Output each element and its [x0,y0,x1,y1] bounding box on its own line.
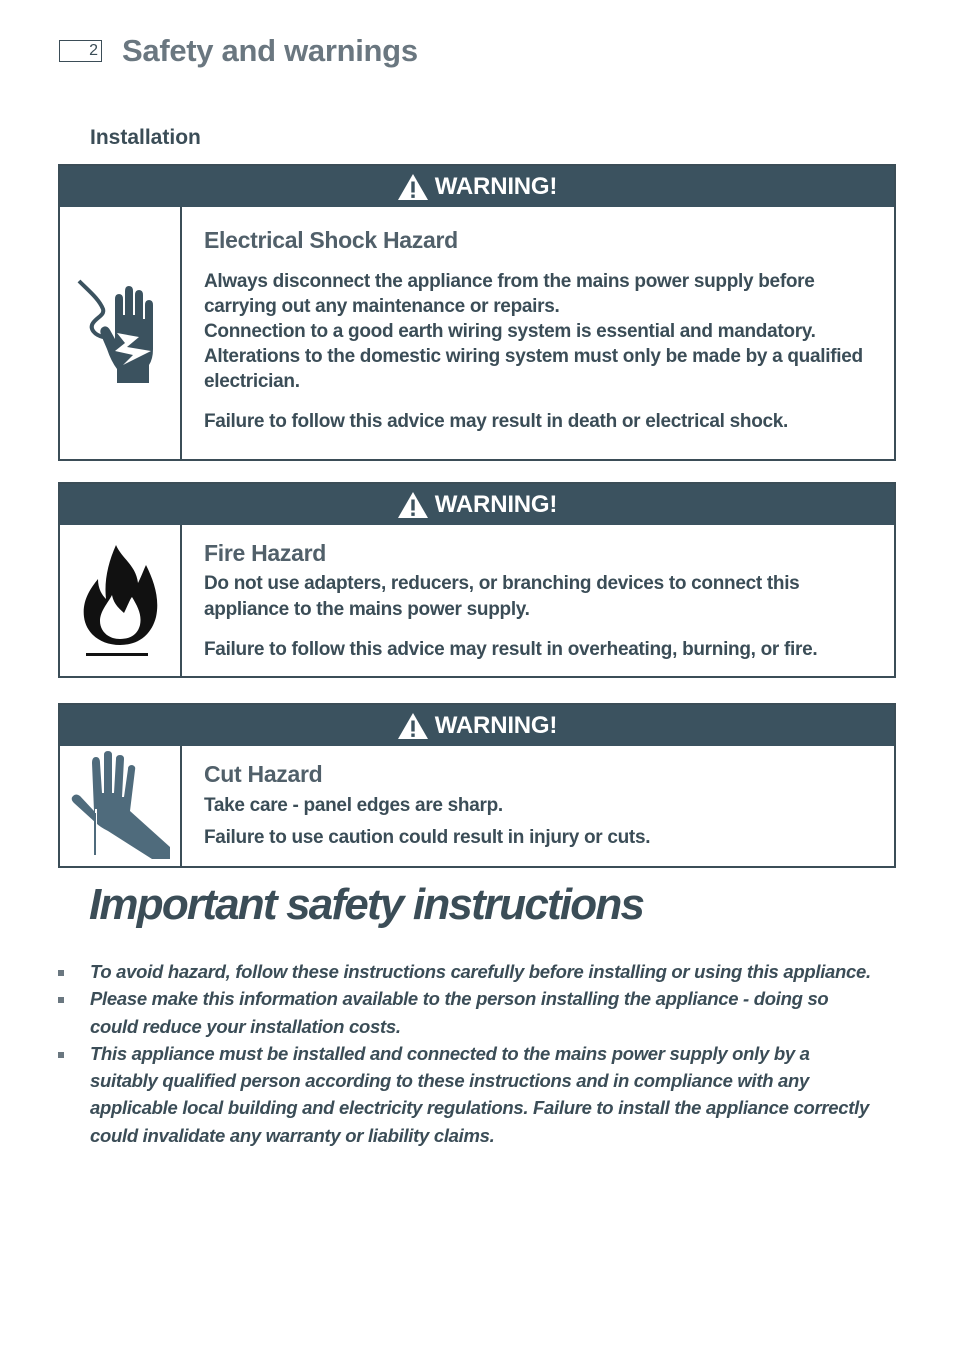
bullet-icon [58,997,64,1003]
page-title: Safety and warnings [122,33,418,68]
warning-triangle-icon [397,173,429,201]
hazard-consequence: Failure to use caution could result in injury or cuts. [204,827,651,848]
bullet-icon [58,970,64,976]
warning-box-electrical [58,164,896,461]
important-instructions-title: Important safety instructions [89,880,644,929]
hazard-consequence: Failure to follow this advice may result in overheating, burning, or fire. [204,639,818,660]
warning-banner-label: WARNING! [434,711,558,739]
instruction-item [58,1040,878,1149]
instruction-text: To avoid hazard, follow these instructions carefully before installing or using this appliance. [90,961,871,982]
hazard-text: Take care - panel edges are sharp. [204,795,503,816]
cut-hand-icon [60,746,182,866]
section-label: Installation [90,126,201,149]
hazard-title: Cut Hazard [204,761,323,787]
electrical-shock-hand-icon [60,207,182,459]
hazard-text: Always disconnect the appliance from the mains power supply before carrying out any maintenance or repairs. [204,271,815,317]
hazard-title: Electrical Shock Hazard [204,227,458,253]
instruction-text: Please make this information available to the person installing the appliance - doing so could reduce your installation costs. [90,988,829,1037]
warning-box-cut [58,703,896,868]
warning-banner [60,484,894,525]
warning-triangle-icon [397,712,429,740]
hazard-title: Fire Hazard [204,540,326,566]
hazard-text: Do not use adapters, reducers, or branching devices to connect this appliance to the mains power supply. [204,573,800,620]
hazard-text: Connection to a good earth wiring system is essential and mandatory. [204,321,816,342]
warning-banner [60,705,894,746]
hazard-consequence: Failure to follow this advice may result in death or electrical shock. [204,411,789,432]
warning-banner [60,166,894,207]
warning-banner-label: WARNING! [434,490,558,518]
hazard-text: Alterations to the domestic wiring system must only be made by a qualified electrician. [204,346,863,392]
instruction-text: This appliance must be installed and connected to the mains power supply only by a suitably qualified person according to these instructions and in compliance with any applicable local building and electricity regulations. Failure to install the appliance correctly could invalidate any warranty or liability claims. [90,1042,869,1146]
bullet-icon [58,1052,64,1058]
flame-icon [60,525,182,676]
instructions-list [58,958,878,1149]
warning-triangle-icon [397,491,429,519]
page-number: 2 [59,40,102,62]
instruction-item [58,958,878,985]
warning-banner-label: WARNING! [434,172,558,200]
instruction-item [58,985,878,1040]
warning-box-fire [58,482,896,678]
